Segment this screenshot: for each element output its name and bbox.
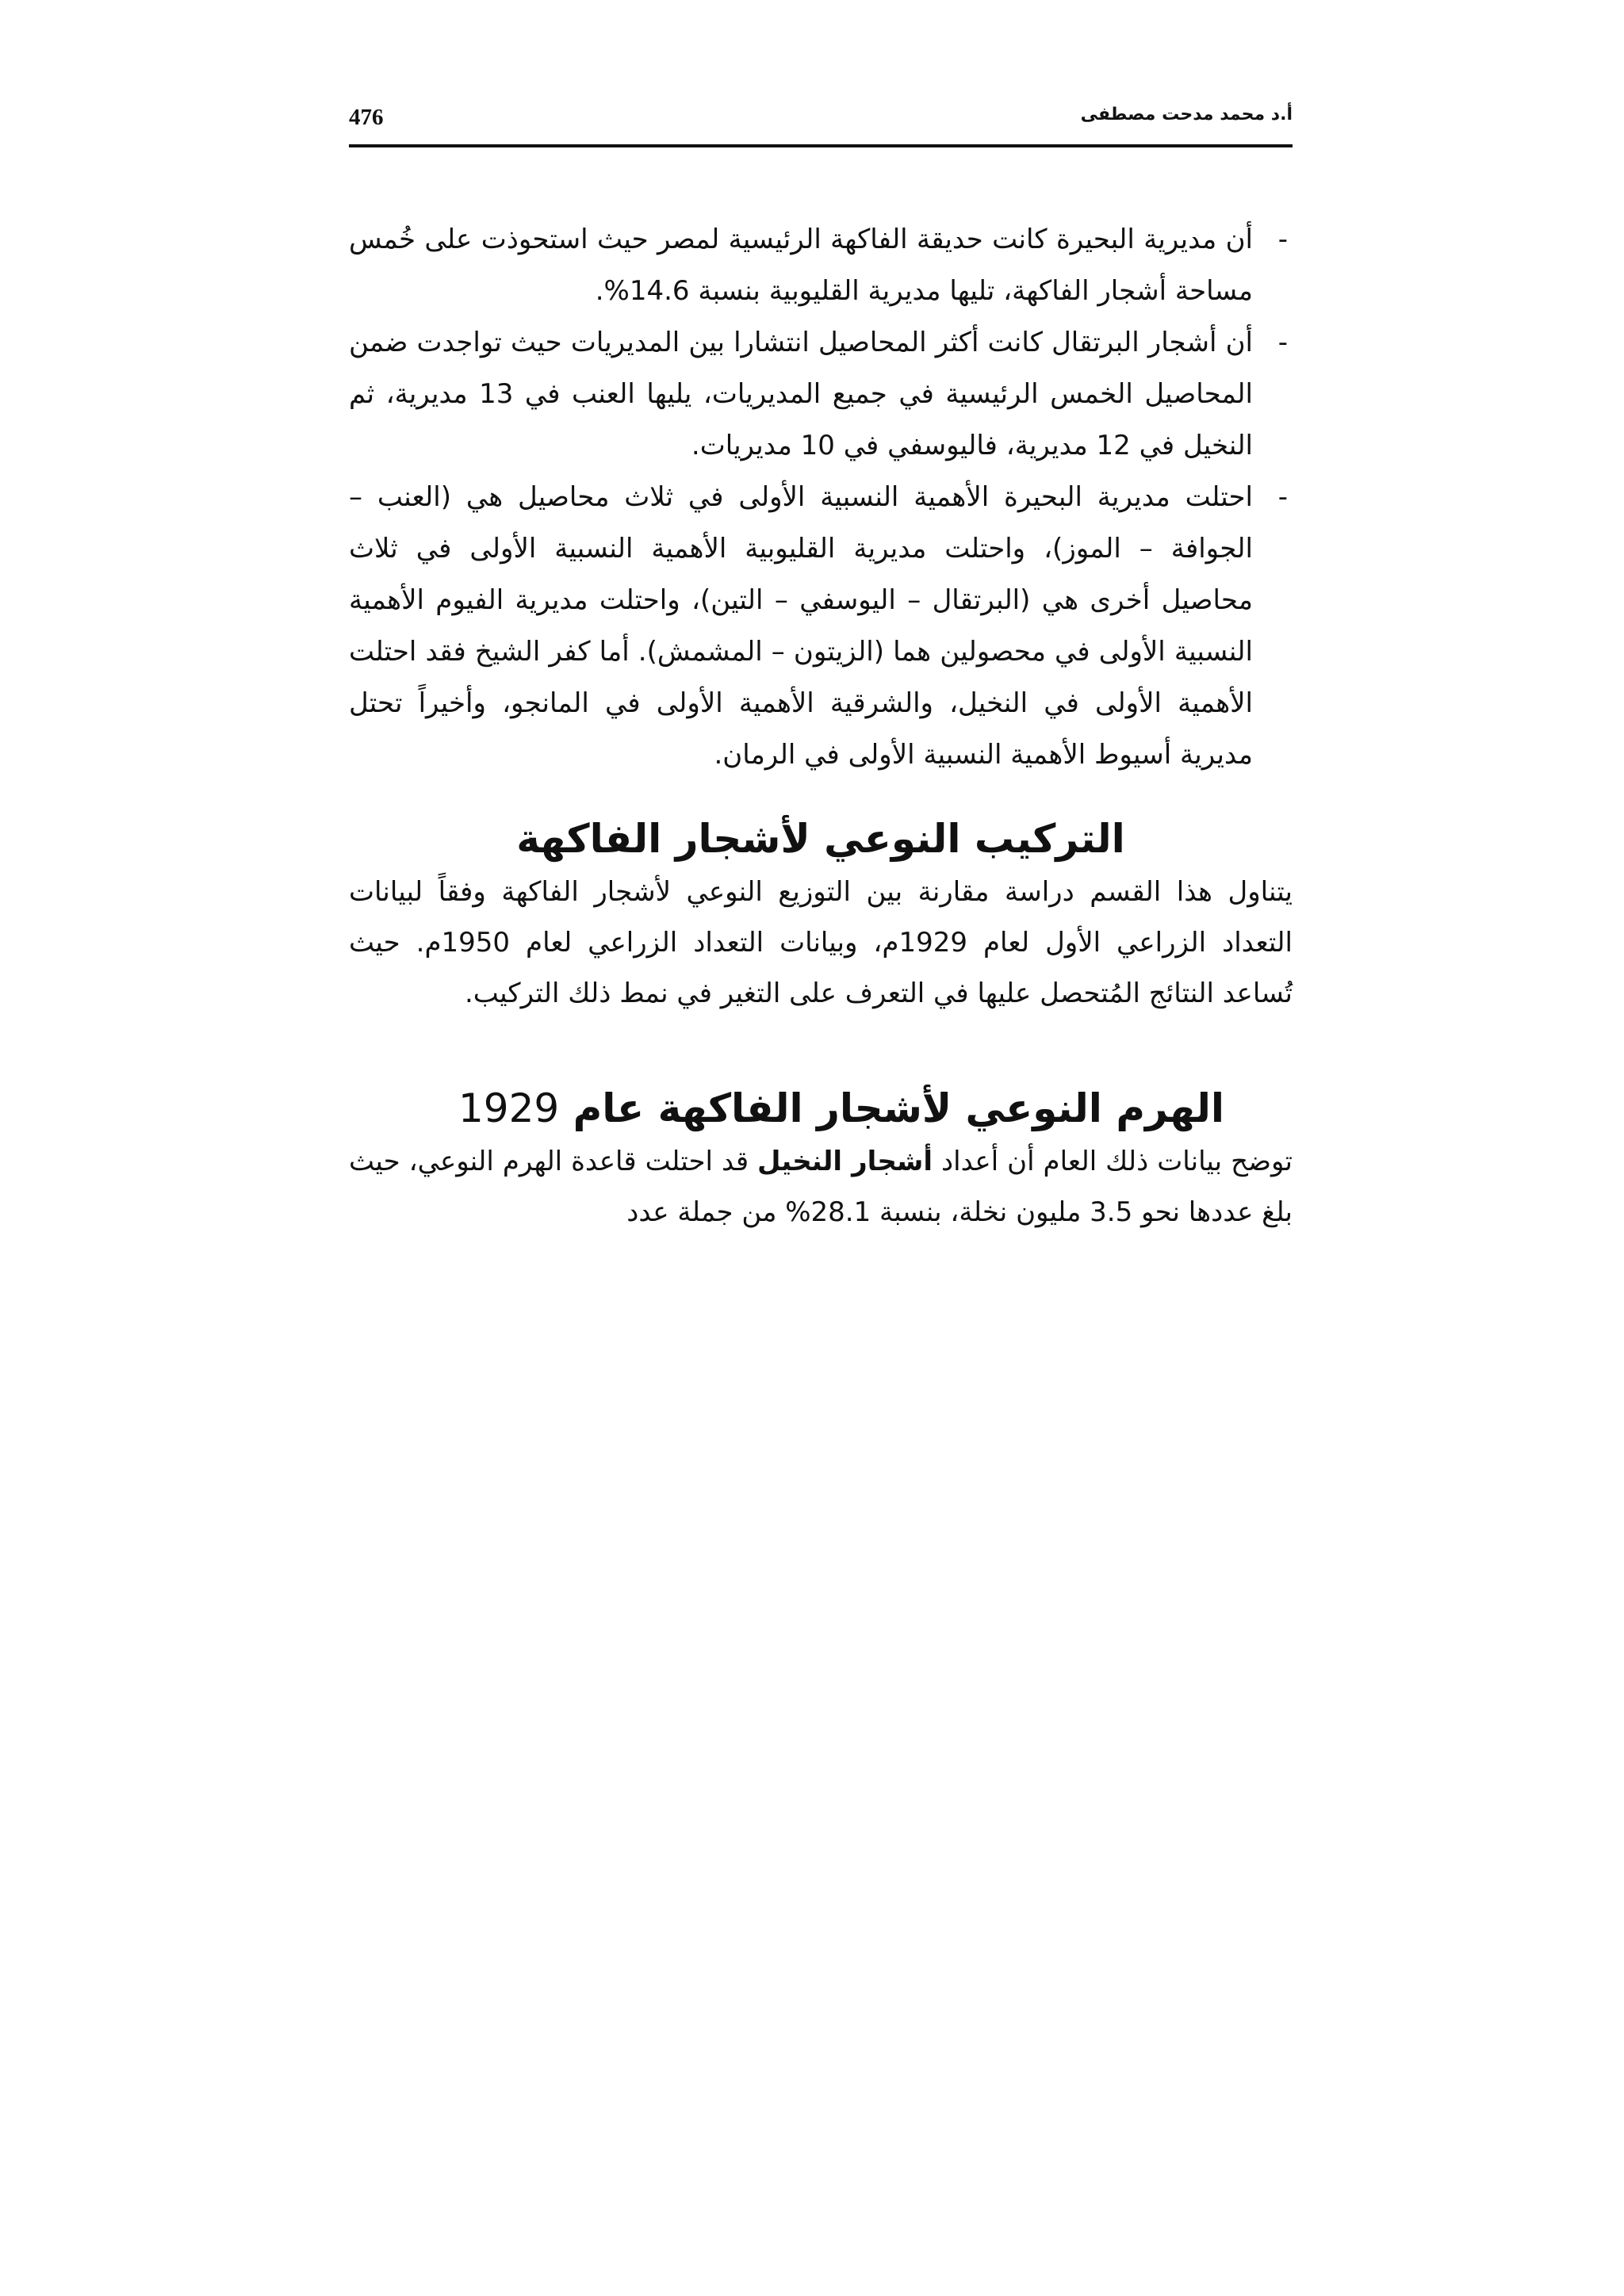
author-name: أ.د محمد مدحت مصطفى xyxy=(1080,105,1293,124)
bullet-item xyxy=(349,472,1293,781)
bullet-text: احتلت مديرية البحيرة الأهمية النسبية الأولى في ثلاث محاصيل هي (العنب – الجوافة – الموز)، واحتلت مديرية القليوبية الأهمية النسبية الأولى في ثلاث محاصيل أخرى هي (البرتقال – اليوسفي – التين)، واحتلت مديرية الفيوم الأهمية النسبية الأولى في محصولين هما (الزيتون – المشمش). أما كفر الشيخ فقد احتلت الأهمية الأولى في النخيل، والشرقية الأهمية الأولى في المانجو، وأخيراً تحتل مديرية أسيوط الأهمية النسبية الأولى في الرمان. xyxy=(349,481,1253,771)
page-number: 476 xyxy=(349,105,384,130)
subsection-heading-year: 1929 xyxy=(458,1085,560,1131)
subsection-paragraph xyxy=(349,1136,1293,1238)
bullet-dash: - xyxy=(1277,224,1288,255)
document-page xyxy=(349,0,1293,2296)
subsection-heading xyxy=(349,1081,1293,1136)
paragraph-bold-term: أشجار النخيل xyxy=(757,1146,933,1177)
section-heading: التركيب النوعي لأشجار الفاكهة xyxy=(516,816,1125,862)
bullet-item xyxy=(349,317,1293,472)
bullet-list xyxy=(349,214,1293,781)
page-content xyxy=(349,214,1293,1238)
bullet-text: أن مديرية البحيرة كانت حديقة الفاكهة الرئيسية لمصر حيث استحوذت على خُمس مساحة أشجار الفاكهة، تليها مديرية القليوبية بنسبة 14.6%. xyxy=(349,224,1253,307)
header-rule xyxy=(349,144,1293,147)
paragraph-text-end: قد احتلت قاعدة الهرم النوعي، حيث بلغ عددها نحو 3.5 مليون نخلة، بنسبة 28.1% من جملة عدد xyxy=(349,1146,1293,1228)
bullet-dash: - xyxy=(1277,327,1288,358)
paragraph-text-start: توضح بيانات ذلك العام أن أعداد xyxy=(933,1146,1293,1177)
bullet-text: أن أشجار البرتقال كانت أكثر المحاصيل انتشارا بين المديريات حيث تواجدت ضمن المحاصيل الخمس الرئيسية في جميع المديريات، يليها العنب في 13 مديرية، ثم النخيل في 12 مديرية، فاليوسفي في 10 مديريات. xyxy=(349,327,1253,461)
bullet-item xyxy=(349,214,1293,317)
page-header xyxy=(349,105,1293,144)
bullet-dash: - xyxy=(1277,481,1288,513)
subsection-heading-text: الهرم النوعي لأشجار الفاكهة عام xyxy=(573,1085,1224,1131)
section-paragraph: يتناول هذا القسم دراسة مقارنة بين التوزيع النوعي لأشجار الفاكهة وفقاً لبيانات التعداد الزراعي الأول لعام 1929م، وبيانات التعداد الزراعي لعام 1950م. حيث تُساعد النتائج المُتحصل عليها في التعرف على التغير في نمط ذلك التركيب. xyxy=(349,876,1293,1009)
